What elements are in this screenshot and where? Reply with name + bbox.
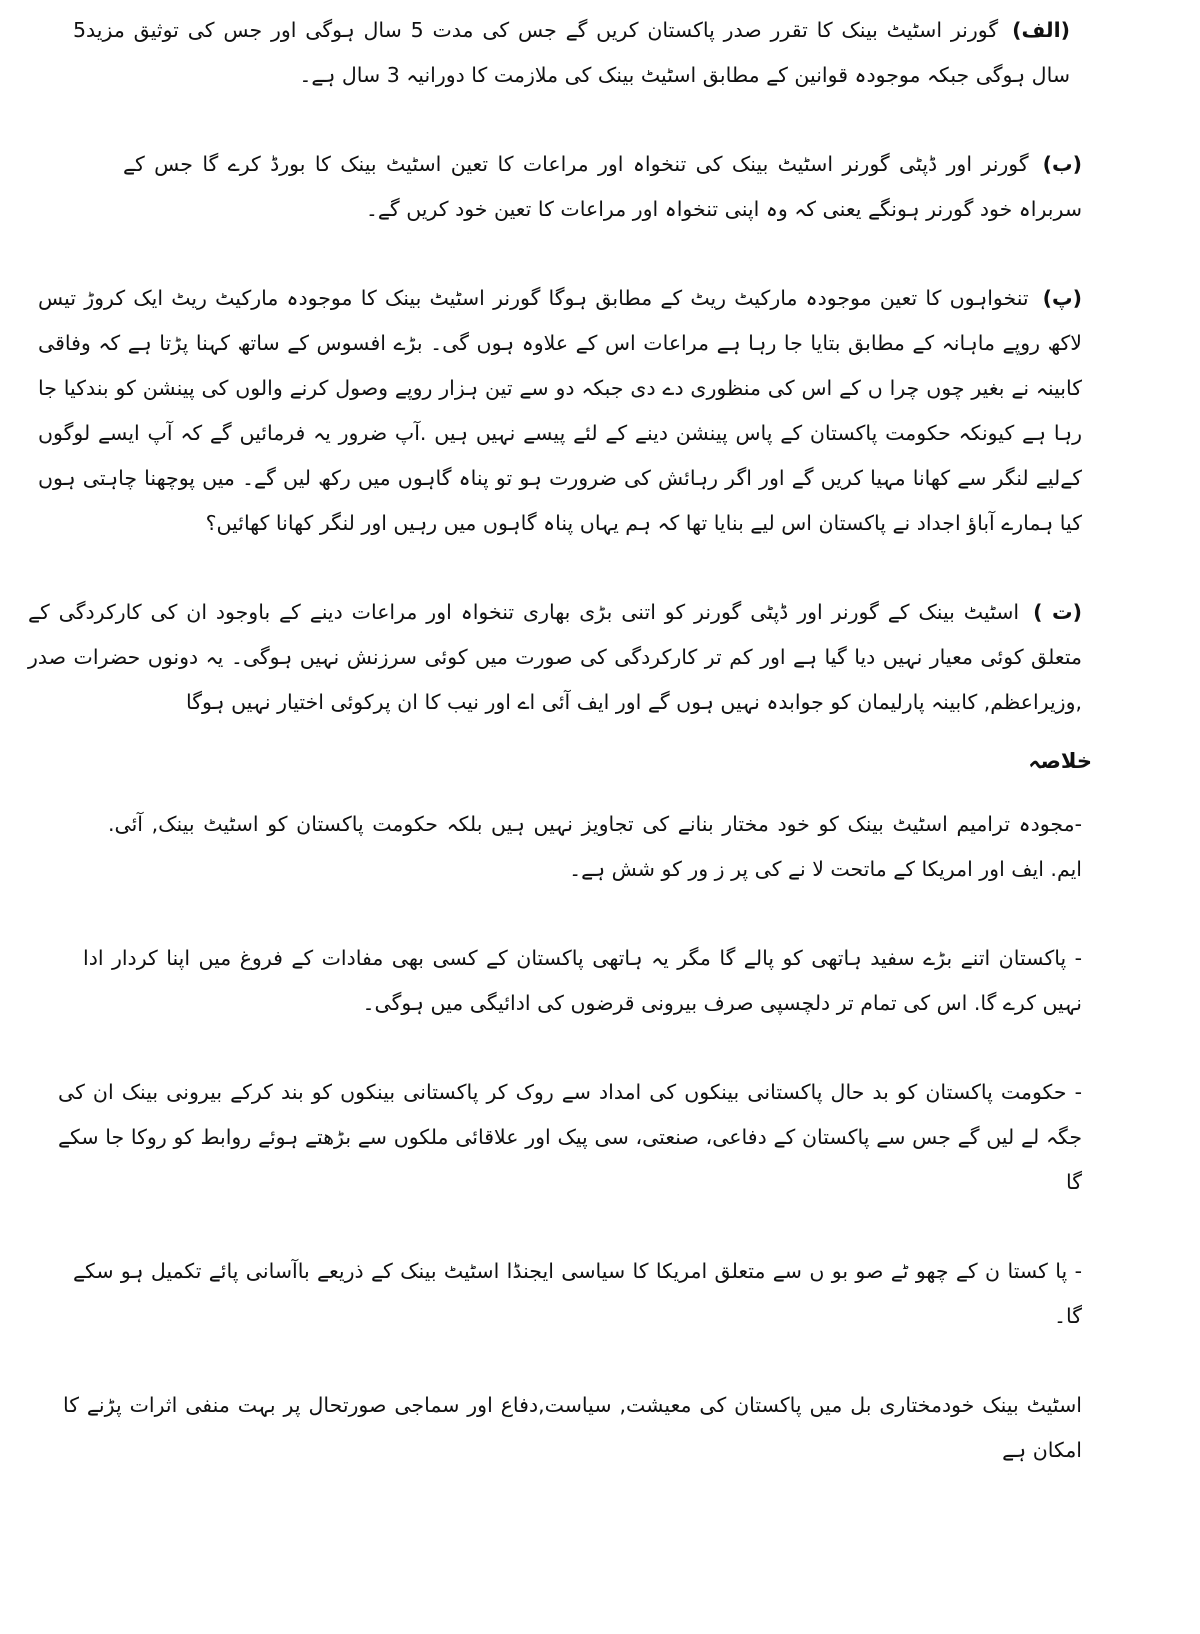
summary-item: - پا کستا ن کے چھو ٹے صو بو ں سے متعلق امریکا کا سیاسی ایجنڈا اسٹیٹ بینک کے ذریعے باآسانی پائے تکمیل ہو سکے گا۔ [73, 1259, 1082, 1328]
summary-item: -مجودہ ترامیم اسٹیٹ بینک کو خود مختار بنانے کی تجاویز نہیں ہیں بلکہ حکومت پاکستان کو اسٹیٹ بینک, آئی. ایم. ایف اور امریکا کے ماتحت لا نے کی پر ز ور کو شش ہے۔ [108, 812, 1082, 881]
point-text: تنخواہوں کا تعین موجودہ مارکیٹ ریٹ کے مطابق ہوگا گورنر اسٹیٹ بینک کا موجودہ مارکیٹ ریٹ ایک کروڑ تیس لاکھ روپے ماہانہ کے مطابق بتایا جا رہا ہے مراعات اس کے علاوہ ہوں گی۔ بڑے افسوس کے ساتھ کہنا پڑتا ہے کہ وفاقی کابینہ نے بغیر چوں چرا ں کے اس کی منظوری دے دی جبکہ دو سے تین ہزار روپے وصول کرنے والوں کی پینشن کو بندکیا جا رہا ہے کیونکہ حکومت پاکستان کے پاس پینشن دینے کے لئے پیسے نہیں ہیں .آپ ضرور یہ فرمائیں گے کہ آپ ایسے لوگوں کےلیے لنگر سے کھانا مہیا کریں گے اور اگر رہائش کی ضرورت ہو تو پناہ گاہوں میں رکھ لیں گے۔ میں پوچھنا چاہتی ہوں کیا ہمارے آباؤ اجداد نے پاکستان اس لیے بنایا تھا کہ ہم یہاں پناہ گاہوں میں رہیں اور لنگر کھانا کھائیں؟ [38, 286, 1082, 535]
point-text: اسٹیٹ بینک کے گورنر اور ڈپٹی گورنر کو اتنی بڑی بھاری تنخواہ اور مراعات دینے کے باوجود ان کی کارکردگی کے متعلق کوئی معیار نہیں دیا گیا ہے اور کم تر کارکردگی کی صورت میں کوئی سرزنش نہیں ہوگی۔ یہ دونوں حضرات صدر ,وزیراعظم, کابینہ پارلیمان کو جوابدہ نہیں ہوں گے اور ایف آئی اے اور نیب کا ان پرکوئی اختیار نہیں ہوگا [28, 600, 1082, 714]
summary-conclusion: اسٹیٹ بینک خودمختاری بل میں پاکستان کی معیشت, سیاست,دفاع اور سماجی صورتحال پر بہت منفی اثرات پڑنے کا امکان ہے [63, 1393, 1082, 1462]
point-alif [28, 8, 1082, 98]
point-bay [28, 142, 1082, 232]
point-marker: (ت ) [1033, 600, 1082, 624]
point-marker: (الف) [1012, 18, 1070, 42]
point-text: گورنر اور ڈپٹی گورنر اسٹیٹ بینک کی تنخواہ اور مراعات کا تعین اسٹیٹ بینک کا بورڈ کرے گا جس کے سربراہ خود گورنر ہونگے یعنی کہ وہ اپنی تنخواہ اور مراعات کا تعین خود کریں گے۔ [123, 152, 1082, 221]
summary-heading: خلاصہ [1028, 749, 1092, 773]
summary-item: - پاکستان اتنے بڑے سفید ہاتھی کو پالے گا مگر یہ ہاتھی پاکستان کے کسی بھی مفادات کے فروغ میں اپنا کردار ادا نہیں کرے گا. اس کی تمام تر دلچسپی صرف بیرونی قرضوں کی ادائیگی میں ہوگی۔ [83, 946, 1082, 1015]
point-pay [28, 276, 1082, 546]
point-marker: (ب) [1042, 152, 1082, 176]
point-marker: (پ) [1042, 286, 1082, 310]
summary-item: - حکومت پاکستان کو بد حال پاکستانی بینکوں کی امداد سے روک کر پاکستانی بینکوں کو بند کرکے بیرونی بینک ان کی جگہ لے لیں گے جس سے پاکستان کے دفاعی، صنعتی، سی پیک اور علاقائی ملکوں سے بڑھتے ہوئے روابط کو روکا جا سکے گا [58, 1080, 1082, 1194]
point-text: گورنر اسٹیٹ بینک کا تقرر صدر پاکستان کریں گے جس کی مدت 5 سال ہوگی اور جس کی توثیق مزید5 سال ہوگی جبکہ موجودہ قوانین کے مطابق اسٹیٹ بینک کی ملازمت کا دورانیہ 3 سال ہے۔ [73, 18, 1070, 87]
point-tay [28, 590, 1082, 725]
